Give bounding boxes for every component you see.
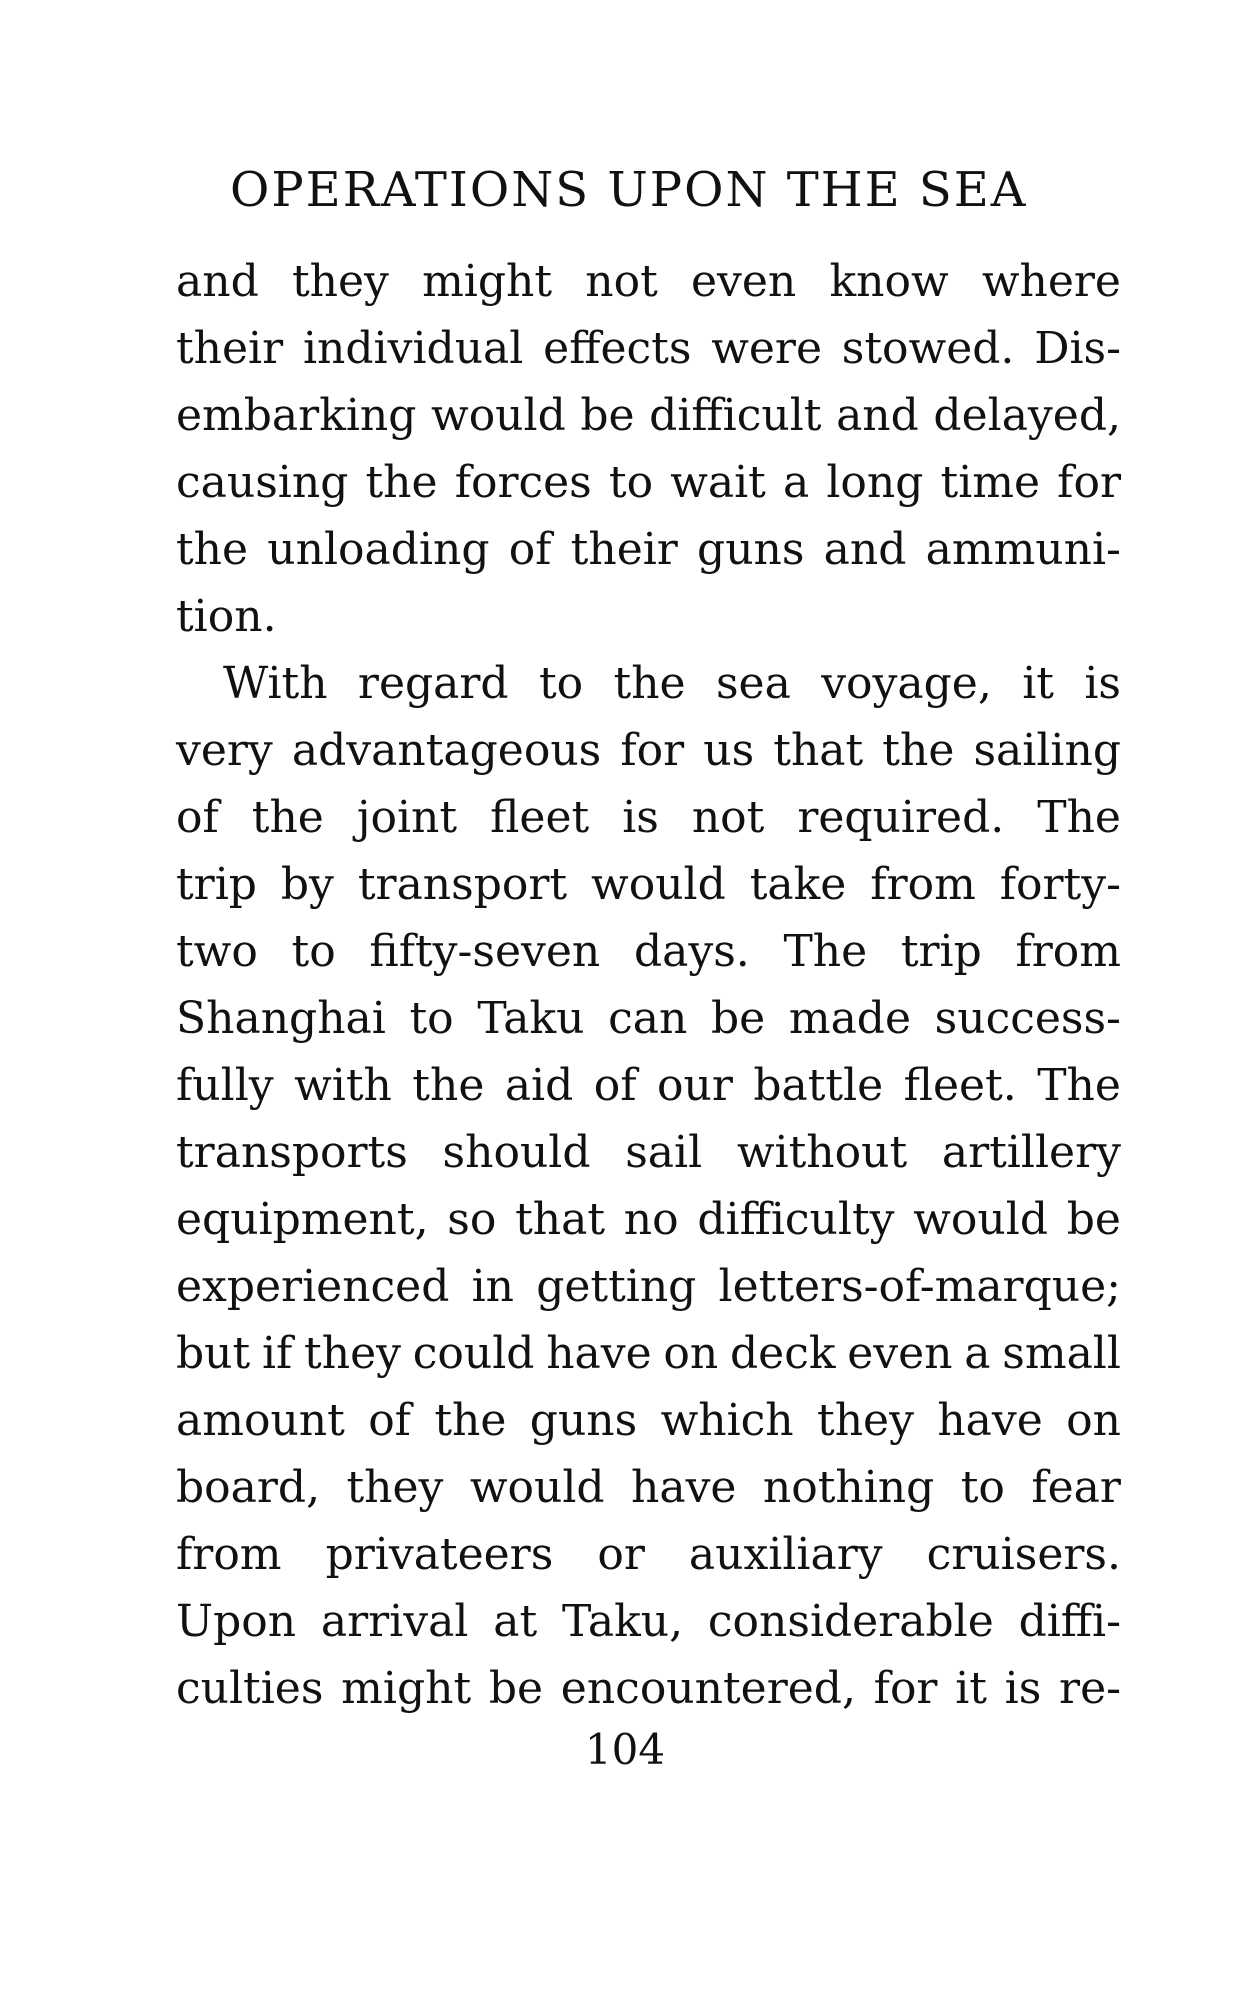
running-head: OPERATIONS UPON THE SEA bbox=[230, 162, 1028, 218]
text-line: two to fifty-seven days. The trip from bbox=[176, 926, 1121, 977]
text-line: but if they could have on deck even a small bbox=[176, 1328, 1121, 1379]
body-text bbox=[176, 248, 1121, 1722]
text-line: With regard to the sea voyage, it is bbox=[223, 658, 1121, 709]
text-line: Shanghai to Taku can be made success- bbox=[176, 993, 1121, 1044]
text-line: their individual effects were stowed. Dis- bbox=[176, 323, 1121, 374]
text-line: of the joint fleet is not required. The bbox=[176, 792, 1121, 843]
text-line: experienced in getting letters-of-marque; bbox=[176, 1261, 1121, 1312]
text-line: transports should sail without artillery bbox=[176, 1127, 1121, 1178]
text-line: very advantageous for us that the sailing bbox=[176, 725, 1121, 776]
text-line: tion. bbox=[176, 591, 277, 642]
text-line: the unloading of their guns and ammuni- bbox=[176, 524, 1121, 575]
text-line: amount of the guns which they have on bbox=[176, 1395, 1121, 1446]
text-line: board, they would have nothing to fear bbox=[176, 1462, 1121, 1513]
text-line: fully with the aid of our battle fleet. The bbox=[176, 1060, 1121, 1111]
text-line: causing the forces to wait a long time for bbox=[176, 457, 1121, 508]
page-number: 104 bbox=[584, 1725, 666, 1774]
text-line: trip by transport would take from forty- bbox=[176, 859, 1121, 910]
text-line: culties might be encountered, for it is re- bbox=[176, 1663, 1121, 1714]
text-line: and they might not even know where bbox=[176, 256, 1121, 307]
text-line: Upon arrival at Taku, considerable diffi- bbox=[176, 1596, 1121, 1647]
text-line: equipment, so that no difficulty would be bbox=[176, 1194, 1121, 1245]
text-line: from privateers or auxiliary cruisers. bbox=[176, 1529, 1121, 1580]
text-line: embarking would be difficult and delayed, bbox=[176, 390, 1121, 441]
